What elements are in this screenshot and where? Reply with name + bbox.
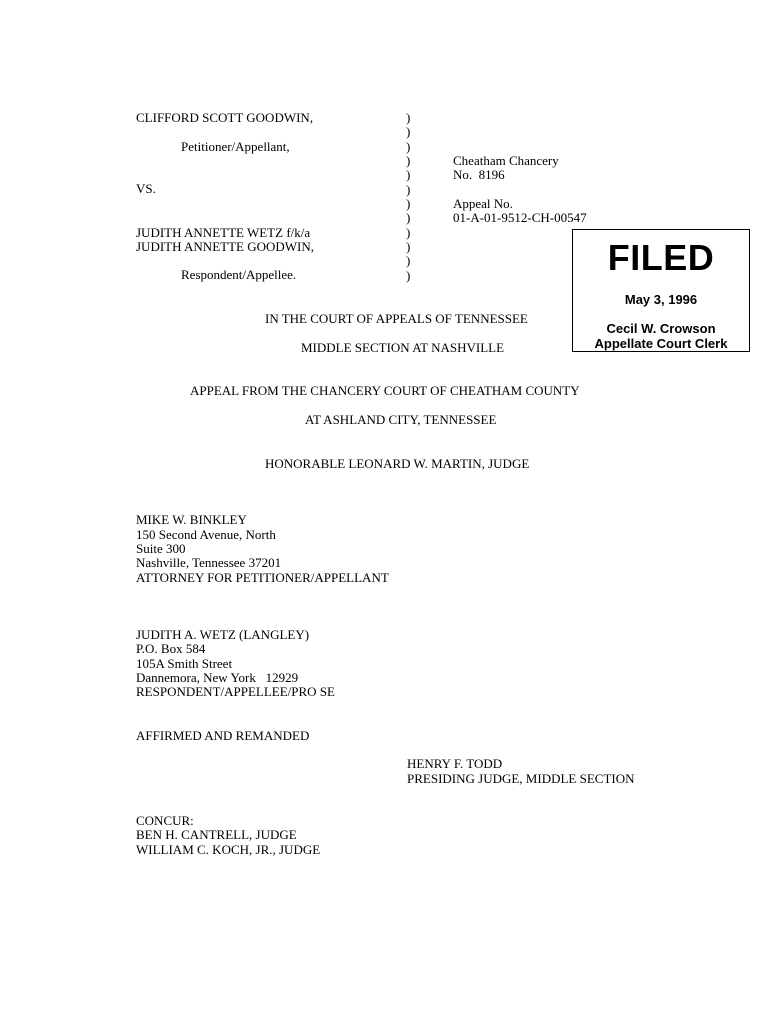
- respondent-name-line-1: JUDITH ANNETTE WETZ f/k/a: [136, 225, 311, 240]
- caption-paren: ): [406, 138, 411, 154]
- caption-divider: [406, 111, 410, 283]
- respondent-address-line: P.O. Box 584: [136, 641, 206, 656]
- appeal-from-heading: APPEAL FROM THE CHANCERY COURT OF CHEATHAM COUNTY: [190, 383, 580, 398]
- respondent-address-line: Dannemora, New York 12929: [136, 670, 299, 685]
- caption-paren: ): [406, 167, 411, 183]
- caption-paren: ): [406, 210, 411, 226]
- attorney-role: ATTORNEY FOR PETITIONER/APPELLANT: [136, 570, 389, 585]
- caption-paren: ): [406, 267, 411, 283]
- caption-paren: ): [406, 239, 411, 255]
- respondent-role: Respondent/Appellee.: [181, 267, 297, 282]
- caption-paren: ): [406, 110, 411, 125]
- filed-stamp: [572, 229, 750, 352]
- filed-stamp-clerk-title: Appellate Court Clerk: [594, 336, 728, 351]
- attorney-address-line: Nashville, Tennessee 37201: [136, 555, 282, 570]
- caption-paren: ): [406, 253, 411, 269]
- respondent-address-line: 105A Smith Street: [136, 656, 233, 671]
- respondent-contact-role: RESPONDENT/APPELLEE/PRO SE: [136, 684, 335, 699]
- appeal-label: Appeal No.: [453, 196, 513, 211]
- authoring-judge-title: PRESIDING JUDGE, MIDDLE SECTION: [407, 771, 635, 786]
- filed-stamp-date: May 3, 1996: [624, 292, 698, 307]
- respondent-name-line-2: JUDITH ANNETTE GOODWIN,: [136, 239, 314, 254]
- respondent-contact-name: JUDITH A. WETZ (LANGLEY): [136, 627, 310, 642]
- attorney-address-line: Suite 300: [136, 541, 186, 556]
- caption-paren: ): [406, 153, 411, 169]
- court-section: MIDDLE SECTION AT NASHVILLE: [301, 340, 505, 355]
- disposition: AFFIRMED AND REMANDED: [136, 728, 310, 743]
- versus-label: VS.: [136, 181, 156, 196]
- trial-judge: HONORABLE LEONARD W. MARTIN, JUDGE: [265, 456, 530, 471]
- attorney-address-line: 150 Second Avenue, North: [136, 527, 276, 542]
- trial-case-number: No. 8196: [453, 167, 505, 182]
- concurring-judge: WILLIAM C. KOCH, JR., JUDGE: [136, 842, 321, 857]
- court-name: IN THE COURT OF APPEALS OF TENNESSEE: [265, 311, 528, 326]
- appeal-location: AT ASHLAND CITY, TENNESSEE: [305, 412, 497, 427]
- trial-court: Cheatham Chancery: [453, 153, 559, 168]
- concur-label: CONCUR:: [136, 813, 194, 828]
- petitioner-role: Petitioner/Appellant,: [181, 139, 290, 154]
- attorney-name: MIKE W. BINKLEY: [136, 512, 247, 527]
- filed-stamp-clerk-name: Cecil W. Crowson: [606, 321, 716, 336]
- appeal-number: 01-A-01-9512-CH-00547: [453, 210, 587, 225]
- concurring-judge: BEN H. CANTRELL, JUDGE: [136, 827, 297, 842]
- caption-paren: ): [406, 224, 411, 240]
- caption-paren: ): [406, 124, 411, 140]
- caption-paren: ): [406, 181, 411, 197]
- authoring-judge-name: HENRY F. TODD: [407, 756, 503, 771]
- caption-paren: ): [406, 196, 411, 212]
- petitioner-name: CLIFFORD SCOTT GOODWIN,: [136, 110, 314, 125]
- filed-stamp-title: FILED: [607, 237, 715, 278]
